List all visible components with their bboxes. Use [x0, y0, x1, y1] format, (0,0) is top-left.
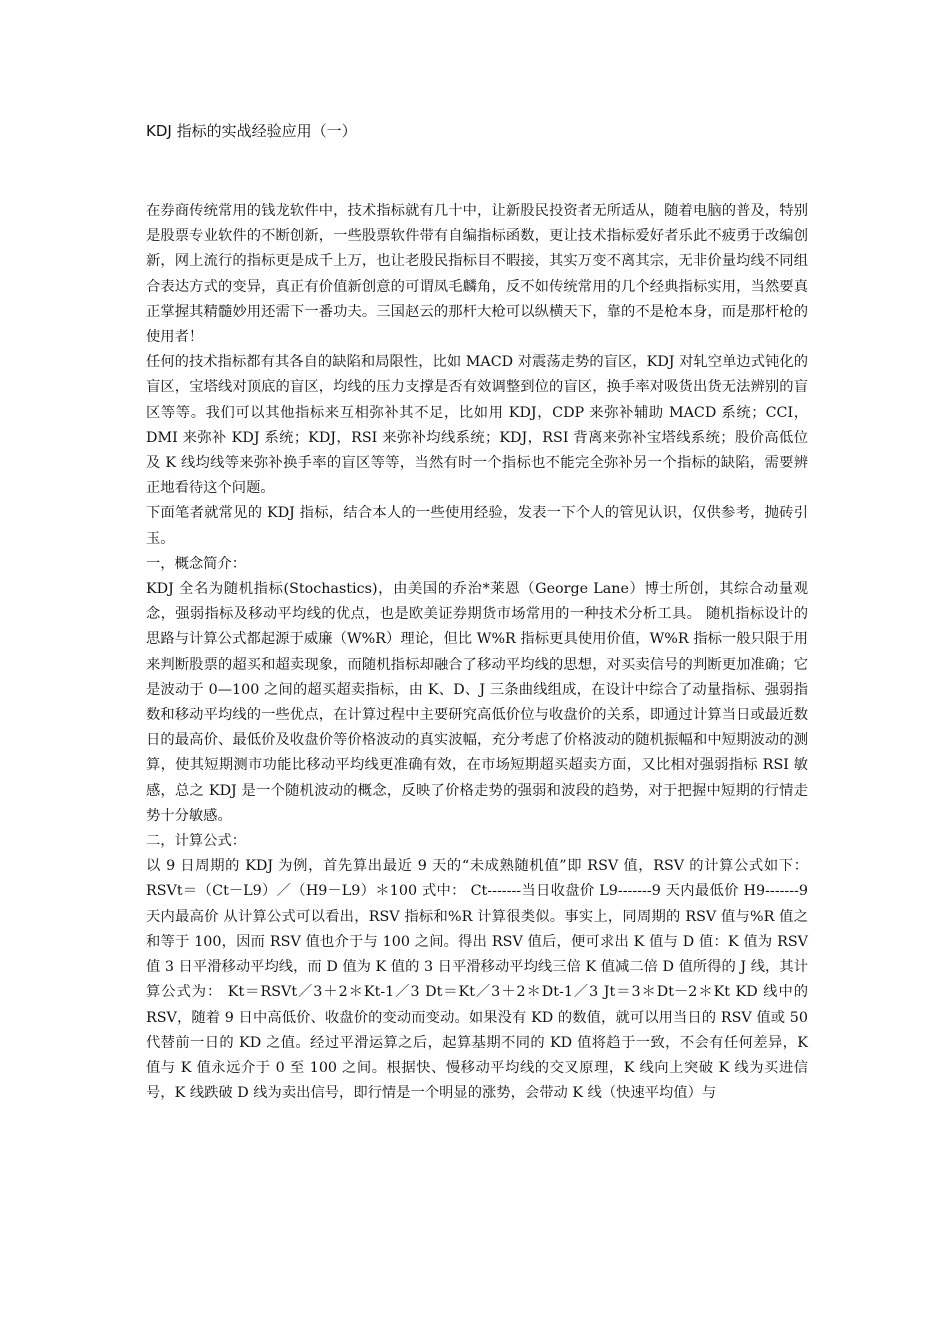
paragraph-limitations: 任何的技术指标都有其各自的缺陷和局限性，比如 MACD 对震荡走势的盲区，KDJ 对轧空单边式钝化的盲区，宝塔线对顶底的盲区，均线的压力支撑是否有效调整到位的盲区，换手率对吸货出货无法辨别的盲区等等。我们可以其他指标来互相弥补其不足，比如用 KDJ，CDP 来弥补辅助 MACD 系统；CCI，DMI 来弥补 KDJ 系统；KDJ，RSI 来弥补均线系统；KDJ，RSI 背离来弥补宝塔线系统；股价高低位及 K 线均线等来弥补换手率的盲区等等，当然有时一个指标也不能完全弥补另一个指标的缺陷，需要辨正地看待这个问题。	[146, 354, 808, 497]
document-body	[146, 199, 808, 1106]
paragraph-concept: KDJ 全名为随机指标(Stochastics)，由美国的乔治*莱恩（George Lane）博士所创，其综合动量观念，强弱指标及移动平均线的优点，也是欧美证券期货市场常用的一种技术分析工具。 随机指标设计的思路与计算公式都起源于威廉（W%R）理论，但比 W%R 指标更具使用价值，W%R 指标一般只限于用来判断股票的超买和超卖现象，而随机指标却融合了移动平均线的思想，对买卖信号的判断更加准确；它是波动于 0—100 之间的超买超卖指标，由 K、D、J 三条曲线组成，在设计中综合了动量指标、强弱指数和移动平均线的一些优点，在计算过程中主要研究高低价位与收盘价的关系，即通过计算当日或最近数日的最高价、最低价及收盘价等价格波动的真实波幅，充分考虑了价格波动的随机振幅和中短期波动的测算，使其短期测市功能比移动平均线更准确有效，在市场短期超买超卖方面，又比相对强弱指标 RSI 敏感，总之 KDJ 是一个随机波动的概念，反映了价格走势的强弱和波段的趋势，对于把握中短期的行情走势十分敏感。	[146, 581, 808, 824]
paragraph-intro: 在券商传统常用的钱龙软件中，技术指标就有几十中，让新股民投资者无所适从，随着电脑的普及，特别是股票专业软件的不断创新，一些股票软件带有自编指标函数，更让技术指标爱好者乐此不疲勇于改编创新，网上流行的指标更是成千上万，也让老股民指标目不暇接，其实万变不离其宗，无非价量均线不同组合表达方式的变异，真正有价值新创意的可谓凤毛麟角，反不如传统常用的几个经典指标实用，当然要真正掌握其精髓妙用还需下一番功夫。三国赵云的那杆大枪可以纵横天下，靠的不是枪本身，而是那杆枪的使用者！	[146, 203, 808, 346]
section-heading-formula: 二，计算公式：	[146, 833, 247, 850]
section-heading-concept: 一，概念简介：	[146, 555, 247, 572]
paragraph-formula: 以 9 日周期的 KDJ 为例，首先算出最近 9 天的“未成熟随机值”即 RSV 值，RSV 的计算公式如下： RSVt＝（Ct－L9）／（H9－L9）＊100 式中： Ct-------当日收盘价 L9-------9 天内最低价 H9-------9 天内最高价 从计算公式可以看出，RSV 指标和%R 计算很类似。事实上，同周期的 RSV 值与%R 值之和等于 100，因而 RSV 值也介于与 100 之间。得出 RSV 值后，便可求出 K 值与 D 值：K 值为 RSV 值 3 日平滑移动平均线，而 D 值为 K 值的 3 日平滑移动平均线三倍 K 值减二倍 D 值所得的 J 线，其计算公式为： Kt＝RSVt／3＋2＊Kt-1／3 Dt＝Kt／3＋2＊Dt-1／3 Jt＝3＊Dt－2＊Kt KD 线中的 RSV，随着 9 日中高低价、收盘价的变动而变动。如果没有 KD 的数值，就可以用当日的 RSV 值或 50 代替前一日的 KD 之值。经过平滑运算之后，起算基期不同的 KD 值将趋于一致，不会有任何差异，K 值与 K 值永远介于 0 至 100 之间。根据快、慢移动平均线的交叉原理，K 线向上突破 K 线为买进信号，K 线跌破 D 线为卖出信号，即行情是一个明显的涨势，会带动 K 线（快速平均值）与	[146, 858, 808, 1102]
paragraph-purpose: 下面笔者就常见的 KDJ 指标，结合本人的一些使用经验，发表一下个人的管见认识，仅供参考，抛砖引玉。	[146, 505, 808, 547]
document-title: KDJ 指标的实战经验应用（一）	[146, 122, 357, 140]
